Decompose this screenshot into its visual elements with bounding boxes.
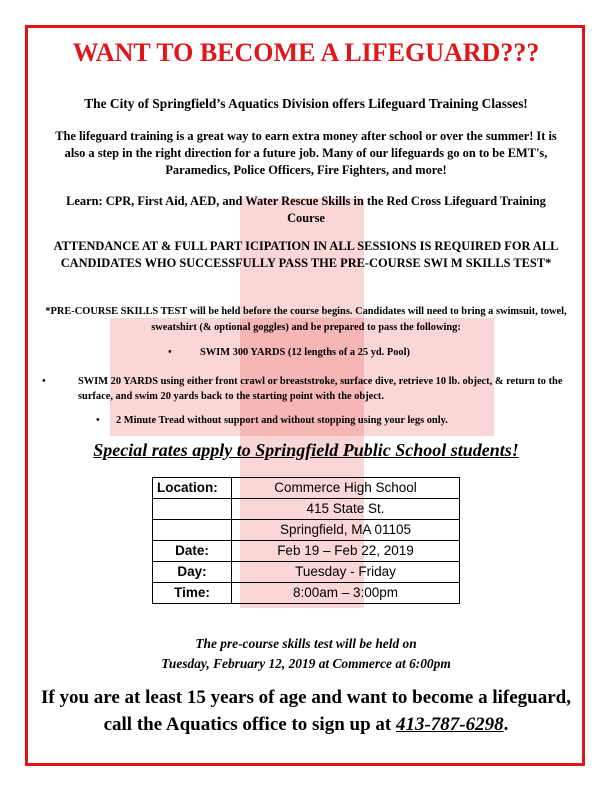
- location-label: Location:: [153, 478, 232, 499]
- table-row: [153, 520, 460, 541]
- cta-text: If you are at least 15 years of age and want to become a lifeguard, call the Aquatics office to sign up at: [41, 687, 571, 735]
- table-row: [153, 478, 460, 499]
- table-row: [153, 499, 460, 520]
- intro-line: The City of Springfield’s Aquatics Division offers Lifeguard Training Classes!: [84, 96, 528, 111]
- day-label: Day:: [153, 562, 232, 583]
- requirement-text: SWIM 20 YARDS using either front crawl or breaststroke, surface dive, retrieve 10 lb. object, & return to the surface, and swim 20 yards back to the starting point with the object.: [78, 376, 563, 402]
- cta-end: .: [503, 714, 509, 735]
- flyer-title: WANT TO BECOME A LIFEGUARD???: [72, 38, 540, 67]
- skills-test-line1: The pre-course skills test will be held on: [195, 636, 417, 651]
- empty-cell: [153, 499, 232, 520]
- benefits-paragraph: The lifeguard training is a great way to earn extra money after school or over the summer! It is also a step in the right direction for a future job. Many of our lifeguards go on to be EMT's, Paramedics, Police Officers, Fire Fighters, and more!: [55, 129, 557, 177]
- table-row: [153, 562, 460, 583]
- time-label: Time:: [153, 583, 232, 604]
- call-to-action: [28, 684, 584, 738]
- requirement-text: 2 Minute Tread without support and without stopping using your legs only.: [116, 415, 448, 426]
- special-rates-note: Special rates apply to Springfield Public School students!: [93, 440, 519, 460]
- day-value: Tuesday - Friday: [232, 562, 460, 583]
- bullet-icon: •: [96, 415, 100, 426]
- attendance-requirement: ATTENDANCE AT & FULL PART ICIPATION IN ALL SESSIONS IS REQUIRED FOR ALL CANDIDATES WHO SUCCESSFULLY PASS THE PRE-COURSE SWI M SKILLS TEST*: [53, 239, 559, 270]
- phone-number-link[interactable]: 413-787-6298: [395, 714, 504, 735]
- empty-cell: [153, 520, 232, 541]
- time-value: 8:00am – 3:00pm: [232, 583, 460, 604]
- pretest-note: *PRE-COURSE SKILLS TEST will be held before the course begins. Candidates will need to bring a swimsuit, towel, sweatshirt (& optional goggles) and be prepared to pass the following:: [45, 306, 567, 333]
- date-value: Feb 19 – Feb 22, 2019: [232, 541, 460, 562]
- location-name: Commerce High School: [232, 478, 460, 499]
- address-line2: Springfield, MA 01105: [232, 520, 460, 541]
- bullet-icon: •: [168, 347, 172, 358]
- date-label: Date:: [153, 541, 232, 562]
- skills-test-note: [28, 634, 584, 674]
- course-info-table: [152, 477, 460, 604]
- table-row: [153, 583, 460, 604]
- bullet-icon: •: [42, 376, 46, 387]
- requirement-text: SWIM 300 YARDS (12 lengths of a 25 yd. Pool): [200, 347, 410, 358]
- address-line1: 415 State St.: [232, 499, 460, 520]
- learn-paragraph: Learn: CPR, First Aid, AED, and Water Rescue Skills in the Red Cross Lifeguard Training Course: [66, 194, 546, 225]
- table-row: [153, 541, 460, 562]
- skills-test-line2: Tuesday, February 12, 2019 at Commerce at 6:00pm: [161, 656, 451, 671]
